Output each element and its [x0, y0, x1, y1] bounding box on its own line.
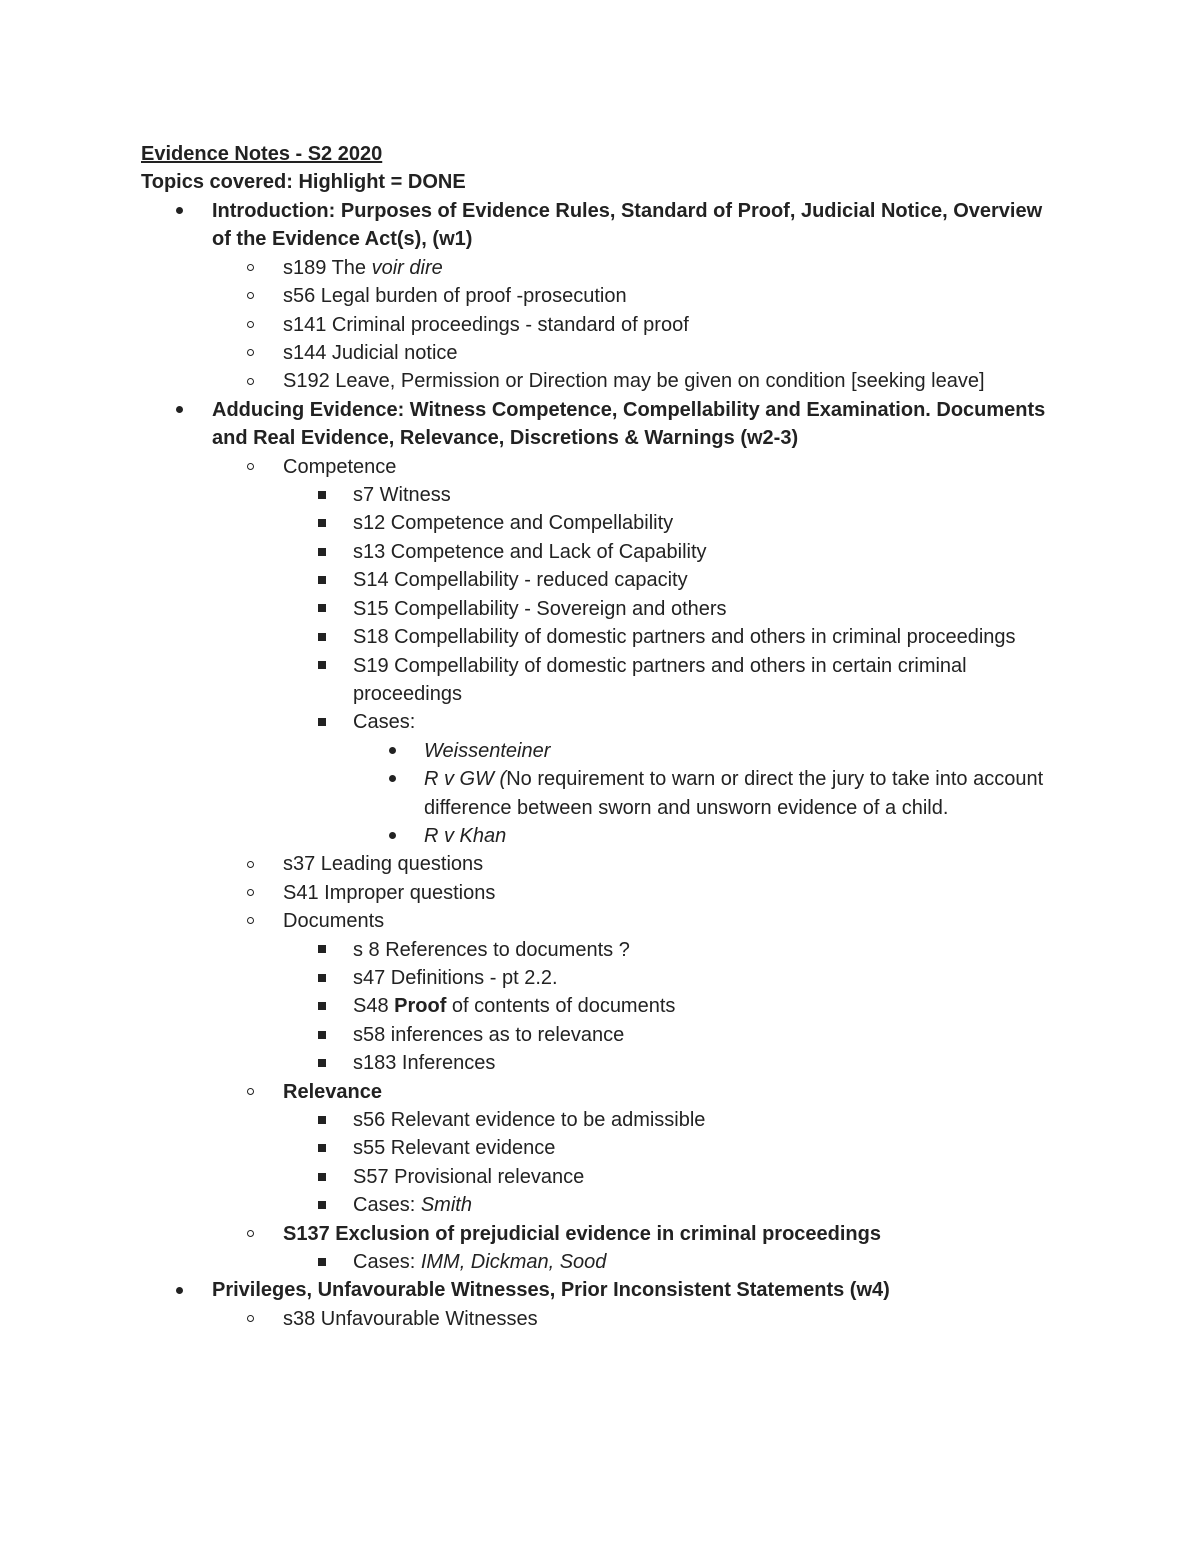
bullet-square-icon	[318, 708, 326, 736]
list-item	[141, 652, 1061, 709]
item-text: s56 Relevant evidence to be admissible	[353, 1109, 706, 1131]
case-item	[141, 822, 1061, 850]
list-item	[141, 1049, 1061, 1077]
list-item	[141, 595, 1061, 623]
bullet-square-icon	[318, 992, 326, 1020]
list-item	[141, 936, 1061, 964]
topic-introduction	[141, 197, 1061, 254]
bullet-disc-icon	[176, 396, 183, 424]
item-text: S19 Compellability of domestic partners and others in certain criminal proceedings	[353, 654, 967, 705]
bullet-circle-icon	[247, 1305, 254, 1333]
case-note: No requirement to warn or direct the jury to take into account difference between sworn and unsworn evidence of a child.	[424, 768, 1044, 819]
item-text: s12 Competence and Compellability	[353, 512, 674, 535]
bullet-disc-icon	[389, 765, 396, 793]
bullet-disc-icon	[389, 822, 396, 850]
list-item	[141, 1106, 1061, 1134]
bullet-circle-icon	[247, 850, 254, 878]
list-item	[141, 339, 1061, 367]
bullet-circle-icon	[247, 879, 254, 907]
bullet-square-icon	[318, 964, 326, 992]
list-item	[141, 566, 1061, 594]
list-item	[141, 538, 1061, 566]
bullet-disc-icon	[176, 1276, 183, 1304]
item-text: s58 inferences as to relevance	[353, 1023, 625, 1046]
document-content	[141, 140, 1061, 1333]
bullet-circle-icon	[247, 1220, 254, 1248]
bullet-square-icon	[318, 509, 326, 537]
item-text: Cases:	[353, 1251, 421, 1274]
item-text: Cases:	[353, 1194, 421, 1217]
case-name: IMM, Dickman, Sood	[420, 1251, 607, 1274]
bullet-square-icon	[318, 1248, 326, 1276]
list-item	[141, 311, 1061, 339]
list-item	[141, 367, 1061, 395]
bullet-square-icon	[318, 538, 326, 566]
item-text: S41 Improper questions	[283, 881, 496, 904]
item-text: s 8 References to documents ?	[353, 938, 630, 961]
list-item	[141, 1220, 1061, 1248]
list-item	[141, 708, 1061, 736]
item-text-bold: Relevance	[283, 1080, 382, 1103]
list-item	[141, 1191, 1061, 1219]
item-text: S57 Provisional relevance	[353, 1165, 585, 1188]
bullet-circle-icon	[247, 254, 254, 282]
list-item	[141, 282, 1061, 310]
bullet-square-icon	[318, 1134, 326, 1162]
list-item	[141, 481, 1061, 509]
bullet-square-icon	[318, 1021, 326, 1049]
item-text: S192 Leave, Permission or Direction may be given on condition [seeking leave]	[283, 370, 985, 393]
bullet-disc-icon	[176, 197, 183, 225]
list-item	[141, 453, 1061, 481]
bullet-square-icon	[318, 1049, 326, 1077]
item-text-bold: S137 Exclusion of prejudicial evidence in criminal proceedings	[283, 1222, 881, 1245]
document-subtitle: Topics covered: Highlight = DONE	[141, 171, 466, 193]
bullet-circle-icon	[247, 907, 254, 935]
bullet-square-icon	[318, 566, 326, 594]
item-text: s13 Competence and Lack of Capability	[353, 540, 707, 563]
bullet-square-icon	[318, 1106, 326, 1134]
item-text: S48	[353, 995, 395, 1018]
list-item	[141, 964, 1061, 992]
list-item	[141, 1134, 1061, 1162]
case-name: R v GW (	[424, 768, 507, 791]
bullet-square-icon	[318, 1163, 326, 1191]
list-item	[141, 1305, 1061, 1333]
bullet-square-icon	[318, 1191, 326, 1219]
bullet-circle-icon	[247, 367, 254, 395]
item-text: Competence	[283, 455, 397, 478]
item-text: s189 The	[283, 256, 372, 279]
item-text: of contents of documents	[446, 995, 676, 1018]
case-name: R v Khan	[424, 824, 507, 847]
item-text: s37 Leading questions	[283, 853, 484, 876]
list-item	[141, 992, 1061, 1020]
bullet-circle-icon	[247, 1078, 254, 1106]
document-title: Evidence Notes - S2 2020	[141, 143, 383, 165]
list-item	[141, 1163, 1061, 1191]
bullet-square-icon	[318, 481, 326, 509]
topic-privileges	[141, 1276, 1061, 1304]
list-item	[141, 509, 1061, 537]
bullet-square-icon	[318, 595, 326, 623]
item-text: s141 Criminal proceedings - standard of proof	[283, 313, 689, 336]
list-item	[141, 850, 1061, 878]
list-item	[141, 1078, 1061, 1106]
list-item	[141, 254, 1061, 282]
bullet-square-icon	[318, 936, 326, 964]
topic-privileges-heading: Privileges, Unfavourable Witnesses, Prior Inconsistent Statements (w4)	[212, 1279, 890, 1302]
list-item	[141, 907, 1061, 935]
case-item	[141, 765, 1061, 822]
item-text: s38 Unfavourable Witnesses	[283, 1307, 538, 1330]
topic-introduction-heading: Introduction: Purposes of Evidence Rules, Standard of Proof, Judicial Notice, Overview of the Evidence Act(s), (w1)	[212, 200, 1043, 251]
item-text: s56 Legal burden of proof -prosecution	[283, 285, 627, 308]
item-text-bold: Proof	[394, 995, 447, 1018]
bullet-square-icon	[318, 652, 326, 680]
item-text: s55 Relevant evidence	[353, 1137, 556, 1160]
case-item	[141, 737, 1061, 765]
item-text: S18 Compellability of domestic partners and others in criminal proceedings	[353, 626, 1016, 649]
topic-adducing-heading: Adducing Evidence: Witness Competence, Compellability and Examination. Documents and Real Evidence, Relevance, Discretions & Warnings (w2-3)	[212, 398, 1046, 450]
item-text: S15 Compellability - Sovereign and others	[353, 597, 727, 620]
bullet-circle-icon	[247, 339, 254, 367]
item-text-italic: voir dire	[371, 256, 443, 279]
bullet-circle-icon	[247, 453, 254, 481]
list-item	[141, 1248, 1061, 1276]
topic-adducing-evidence	[141, 396, 1061, 453]
topics-list	[141, 197, 1061, 1333]
item-text: s144 Judicial notice	[283, 342, 458, 365]
item-text: s183 Inferences	[353, 1052, 496, 1075]
list-item	[141, 1021, 1061, 1049]
item-text: Cases:	[353, 711, 416, 734]
item-text: S14 Compellability - reduced capacity	[353, 569, 688, 592]
item-text: s47 Definitions - pt 2.2.	[353, 966, 558, 989]
bullet-circle-icon	[247, 311, 254, 339]
list-item	[141, 879, 1061, 907]
list-item	[141, 623, 1061, 651]
item-text: Documents	[283, 910, 385, 933]
item-text: s7 Witness	[353, 484, 451, 507]
bullet-circle-icon	[247, 282, 254, 310]
bullet-square-icon	[318, 623, 326, 651]
bullet-disc-icon	[389, 737, 396, 765]
case-name: Weissenteiner	[424, 739, 551, 762]
case-name: Smith	[420, 1194, 472, 1217]
